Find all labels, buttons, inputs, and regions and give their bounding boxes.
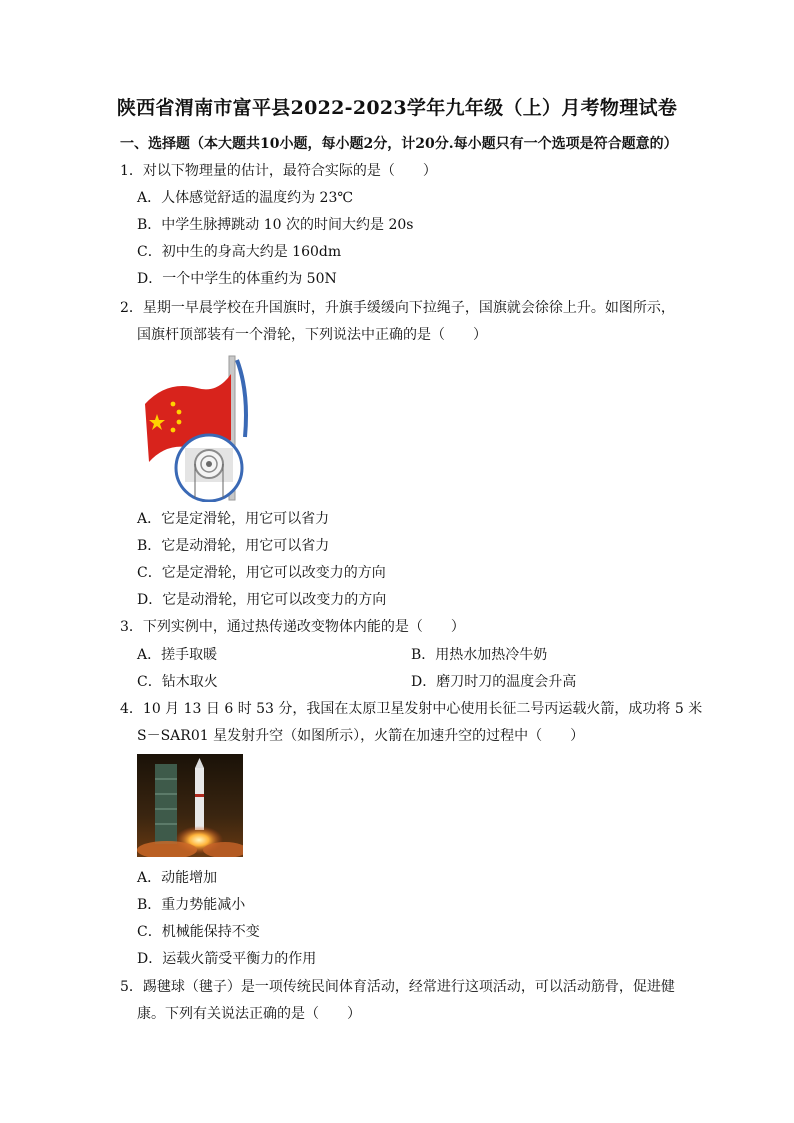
question-4-stem-line-1: 4．10 月 13 日 6 时 53 分，我国在太原卫星发射中心使用长征二号丙运载火箭，成功将 5 米 (120, 701, 703, 717)
rocket-launch-photo (137, 754, 243, 857)
question-2-stem-line-1: 2．星期一早晨学校在升国旗时，升旗手缓缓向下拉绳子，国旗就会徐徐上升。如图所示， (120, 300, 675, 316)
question-1-option-b: B．中学生脉搏跳动 10 次的时间大约是 20s (137, 217, 414, 233)
question-3-option-c: C．钻木取火 (137, 674, 218, 690)
question-5-stem-line-2: 康。下列有关说法正确的是（ ） (137, 1006, 361, 1022)
question-4-option-b: B．重力势能减小 (137, 897, 246, 913)
pulley-axle (206, 461, 212, 467)
question-4-stem-line-2: S－SAR01 星发射升空（如图所示），火箭在加速升空的过程中（ ） (137, 728, 585, 744)
question-1-stem: 1．对以下物理量的估计，最符合实际的是（ ） (120, 163, 437, 179)
question-2-option-a: A．它是定滑轮，用它可以省力 (137, 511, 330, 527)
question-1-option-d: D．一个中学生的体重约为 50N (137, 271, 337, 287)
question-3-option-a: A．搓手取暖 (137, 647, 218, 663)
rocket-body (195, 768, 204, 830)
question-3-option-b: B．用热水加热冷牛奶 (411, 647, 548, 663)
question-5-stem-line-1: 5．踢毽球（毽子）是一项传统民间体育活动，经常进行这项活动，可以活动筋骨，促进健 (120, 979, 675, 995)
flag-small-star-3 (177, 420, 182, 425)
flag-pulley-figure (137, 352, 249, 502)
question-3-stem: 3．下列实例中，通过热传递改变物体内能的是（ ） (120, 619, 465, 635)
question-4-option-c: C．机械能保持不变 (137, 924, 260, 940)
question-2-stem-line-2: 国旗杆顶部装有一个滑轮，下列说法中正确的是（ ） (137, 327, 487, 343)
question-4-option-d: D．运载火箭受平衡力的作用 (137, 951, 317, 967)
flag-small-star-2 (177, 410, 182, 415)
question-1-option-c: C．初中生的身高大约是 160dm (137, 244, 342, 260)
question-2-option-c: C．它是定滑轮，用它可以改变力的方向 (137, 565, 386, 581)
question-4-option-a: A．动能增加 (137, 870, 218, 886)
question-2-option-b: B．它是动滑轮，用它可以省力 (137, 538, 330, 554)
question-3-option-d: D．磨刀时刀的温度会升高 (411, 674, 577, 690)
blue-arc (237, 360, 246, 437)
flag-small-star-4 (171, 428, 176, 433)
question-1-option-a: A．人体感觉舒适的温度约为 23℃ (137, 190, 354, 206)
launch-tower (155, 764, 177, 844)
page-title: 陕西省渭南市富平县2022-2023学年九年级（上）月考物理试卷 (116, 97, 678, 119)
flag-small-star-1 (171, 402, 176, 407)
question-2-option-d: D．它是动滑轮，用它可以改变力的方向 (137, 592, 387, 608)
section-heading: 一、选择题（本大题共10小题，每小题2分，计20分.每小题只有一个选项是符合题意的） (120, 136, 678, 152)
